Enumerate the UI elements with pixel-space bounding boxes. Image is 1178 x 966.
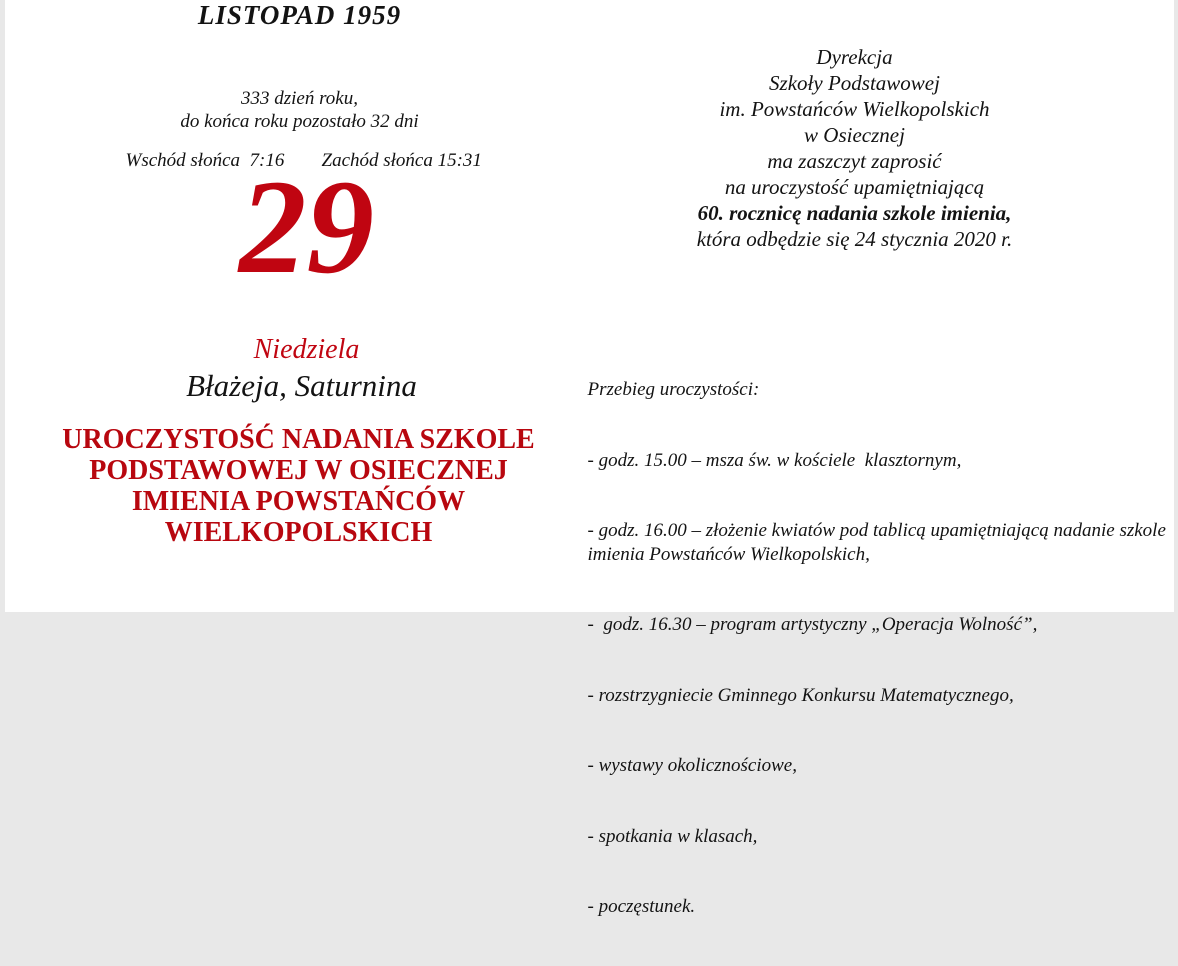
invitation-line-sender: Dyrekcja bbox=[633, 44, 1077, 70]
invitation-line-honor: ma zaszczyt zaprosić bbox=[633, 148, 1077, 174]
calendar-day-of-year bbox=[5, 87, 595, 133]
invitation-line-occasion: na uroczystość upamiętniającą bbox=[633, 174, 1077, 200]
calendar-weekday: Niedziela bbox=[5, 334, 609, 366]
program-section bbox=[588, 331, 1178, 966]
calendar-name-days: Błażeja, Saturnina bbox=[5, 368, 599, 404]
invitation-highlight-line: 60. rocznicę nadania szkole imienia, bbox=[633, 200, 1077, 226]
sunset-time: Zachód słońca 15:31 bbox=[322, 150, 482, 172]
calendar-month-year: LISTOPAD 1959 bbox=[5, 0, 595, 31]
program-item-flowers: - godz. 16.00 – złożenie kwiatów pod tablicą upamiętniającą nadanie szkole imienia Powstańców Wielkopolskich, bbox=[588, 519, 1178, 566]
days-remaining-line: do końca roku pozostało 32 dni bbox=[5, 110, 595, 133]
program-heading: Przebieg uroczystości: bbox=[588, 378, 1178, 402]
invitation-line-town: w Osiecznej bbox=[633, 122, 1077, 148]
announcement-line: IMIENIA POWSTAŃCÓW bbox=[5, 486, 593, 517]
announcement-line: WIELKOPOLSKICH bbox=[5, 517, 593, 548]
program-item-mass: - godz. 15.00 – msza św. w kościele klasztornym, bbox=[588, 449, 1178, 473]
sunrise-time: Wschód słońca 7:16 bbox=[126, 150, 285, 172]
invitation-line-patron: im. Powstańców Wielkopolskich bbox=[633, 96, 1077, 122]
announcement-line: UROCZYSTOŚĆ NADANIA SZKOLE bbox=[5, 424, 593, 455]
calendar-invitation-page bbox=[5, 0, 1174, 612]
announcement-title bbox=[5, 424, 593, 548]
announcement-line: PODSTAWOWEJ W OSIECZNEJ bbox=[5, 455, 593, 486]
day-of-year-line: 333 dzień roku, bbox=[5, 87, 595, 110]
program-item-artistic: - godz. 16.30 – program artystyczny „Operacja Wolność”, bbox=[588, 613, 1178, 637]
program-item-contest: - rozstrzygniecie Gminnego Konkursu Matematycznego, bbox=[588, 684, 1178, 708]
calendar-day-number: 29 bbox=[5, 158, 609, 298]
program-item-refreshments: - poczęstunek. bbox=[588, 895, 1178, 919]
program-item-meetings: - spotkania w klasach, bbox=[588, 825, 1178, 849]
invitation-date-line: która odbędzie się 24 stycznia 2020 r. bbox=[633, 226, 1077, 252]
invitation-header bbox=[633, 44, 1077, 252]
invitation-line-school: Szkoły Podstawowej bbox=[633, 70, 1077, 96]
program-item-exhibitions: - wystawy okolicznościowe, bbox=[588, 754, 1178, 778]
